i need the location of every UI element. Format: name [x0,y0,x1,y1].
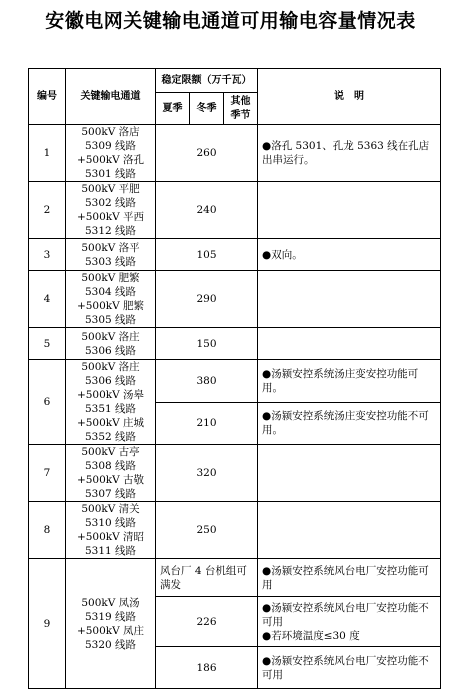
header-winter: 冬季 [190,93,224,125]
channel-name: 500kV 洛店 5309 线路+500kV 洛孔 5301 线路 [66,125,156,182]
table-row [29,182,441,239]
table-row [29,445,441,502]
header-note: 说 明 [258,69,441,125]
row-note-extra: ●若环境温度≤30 度 [262,629,360,642]
channel-name: 500kV 清关 5310 线路+500kV 清昭 5311 线路 [66,502,156,559]
row-number: 8 [29,502,66,559]
table-row [29,239,441,271]
row-number: 7 [29,445,66,502]
row-number: 2 [29,182,66,239]
channel-name: 500kV 洛庄 5306 线路 [66,328,156,360]
row-note-group [258,597,441,647]
limit-value: 320 [156,445,258,502]
header-limit: 稳定限额（万千瓦） [156,69,258,93]
limit-value: 105 [156,239,258,271]
row-number: 9 [29,559,66,689]
row-note [258,271,441,328]
capacity-table [28,68,441,689]
table-row [29,125,441,182]
channel-name: 500kV 平肥 5302 线路+500kV 平西 5312 线路 [66,182,156,239]
row-note: ●汤颍安控系统风台电厂安控功能不可用 [262,601,429,628]
page-title: 安徽电网关键输电通道可用输电容量情况表 [45,10,416,32]
channel-name: 500kV 肥繁 5304 线路+500kV 肥繁 5305 线路 [66,271,156,328]
header-other: 其他季节 [224,93,258,125]
table-row [29,271,441,328]
table-row [29,502,441,559]
channel-name: 500kV 洛平 5303 线路 [66,239,156,271]
channel-name: 500kV 凤汤 5319 线路+500kV 凤庄 5320 线路 [66,559,156,689]
row-note: ●双向。 [258,239,441,271]
limit-condition: 风台厂 4 台机组可满发 [156,559,258,597]
header-channel: 关键输电通道 [66,69,156,125]
row-number: 4 [29,271,66,328]
row-number: 6 [29,360,66,445]
header-num: 编号 [29,69,66,125]
table-row [29,328,441,360]
row-note [258,502,441,559]
row-note: ●汤颍安控系统汤庄变安控功能可用。 [258,360,441,403]
limit-value: 240 [156,182,258,239]
row-note: ●汤颍安控系统风台电厂安控功能可用 [258,559,441,597]
row-note [258,445,441,502]
table-row [29,360,441,403]
limit-value: 226 [156,597,258,647]
row-note: ●洛孔 5301、孔龙 5363 线在孔店出串运行。 [258,125,441,182]
limit-value: 210 [156,402,258,445]
limit-value: 260 [156,125,258,182]
limit-value: 290 [156,271,258,328]
limit-value: 380 [156,360,258,403]
row-note [258,328,441,360]
row-note: ●汤颍安控系统风台电厂安控功能不可用 [258,647,441,689]
limit-value: 150 [156,328,258,360]
header-summer: 夏季 [156,93,190,125]
channel-name: 500kV 古亭 5308 线路+500kV 古敬 5307 线路 [66,445,156,502]
limit-value: 186 [156,647,258,689]
row-note: ●汤颍安控系统汤庄变安控功能不可用。 [258,402,441,445]
limit-value: 250 [156,502,258,559]
channel-name: 500kV 洛庄 5306 线路+500kV 汤皋 5351 线路 +500kV 庄城 5352 线路 [66,360,156,445]
row-note [258,182,441,239]
row-number: 1 [29,125,66,182]
row-number: 3 [29,239,66,271]
table-row [29,559,441,597]
row-number: 5 [29,328,66,360]
